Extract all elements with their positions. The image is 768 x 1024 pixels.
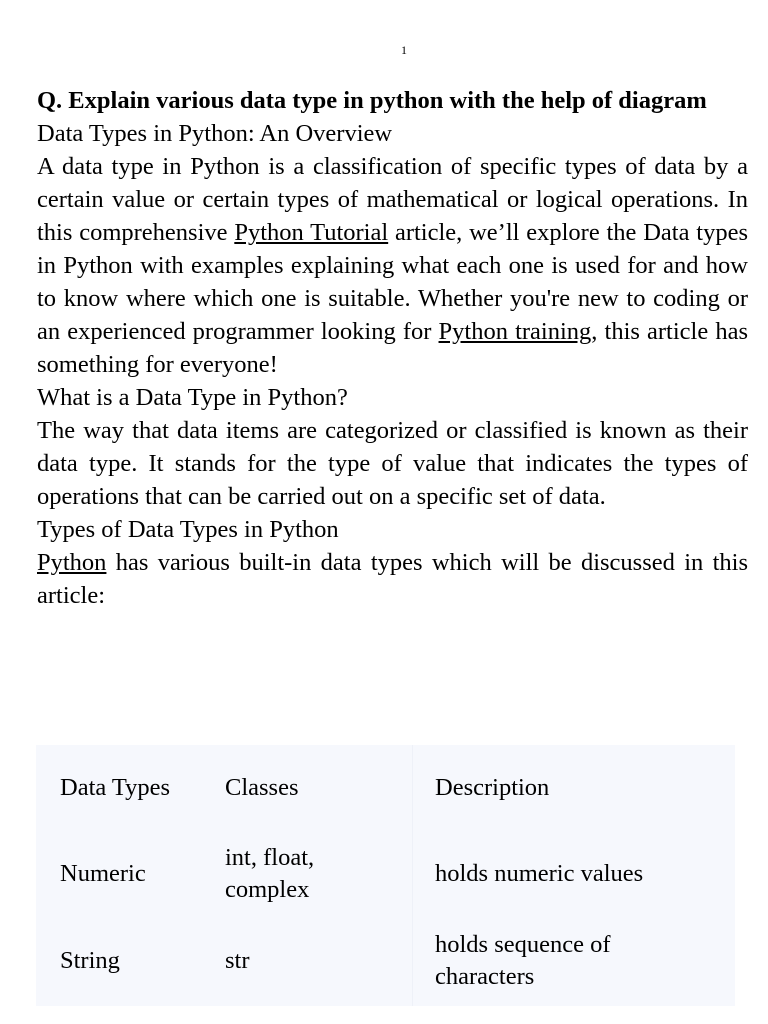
- column-divider: [412, 745, 413, 1006]
- table-cell: [60, 928, 210, 994]
- cell-text: String: [60, 947, 120, 974]
- types-text: has various built-in data types which will be discussed in this article:: [37, 549, 748, 609]
- page-number: 1: [401, 43, 407, 57]
- types-heading: Types of Data Types in Python: [37, 516, 339, 543]
- intro-text-2: article, we’ll explore the Data types in Python with examples explaining what each one is used for and how to know where which one is suitable. Whether you're new to coding or an experienced programmer looking for: [37, 219, 749, 345]
- header-classes: [225, 755, 395, 821]
- table-cell: [225, 841, 395, 907]
- data-types-table: [36, 745, 735, 1006]
- header-data-types-text: Data Types: [60, 774, 171, 801]
- python-link[interactable]: Python: [37, 549, 107, 576]
- cell-text: str: [225, 947, 250, 974]
- header-classes-text: Classes: [225, 774, 299, 801]
- python-training-link[interactable]: Python training: [438, 318, 592, 345]
- header-data-types: [60, 755, 210, 821]
- what-paragraph: The way that data items are categorized or classified is known as their data type. It stands for the type of value that indicates the types of operations that can be carried out on a specific set of data.: [37, 417, 748, 510]
- header-description: [435, 755, 705, 821]
- document-body: [37, 84, 748, 612]
- cell-text: int, float, complex: [225, 844, 315, 903]
- types-paragraph: [37, 546, 748, 612]
- table-cell: [225, 928, 395, 994]
- overview-heading: Data Types in Python: An Overview: [37, 120, 393, 147]
- intro-paragraph: [37, 150, 748, 381]
- intro-text-3: , this article has something for everyone!: [37, 318, 748, 378]
- table-cell: [435, 841, 705, 907]
- table-cell: [60, 841, 210, 907]
- what-heading: What is a Data Type in Python?: [37, 384, 348, 411]
- table-cell: [435, 928, 705, 994]
- header-description-text: Description: [435, 774, 550, 801]
- python-tutorial-link[interactable]: Python Tutorial: [234, 219, 389, 246]
- cell-text: holds numeric values: [435, 860, 644, 887]
- intro-text-1: A data type in Python is a classification of specific types of data by a certain value or certain types of mathematical or logical operations. In this comprehensive: [37, 153, 748, 246]
- question-heading: Q. Explain various data type in python with the help of diagram: [37, 87, 707, 114]
- cell-text: holds sequence of characters: [435, 931, 611, 990]
- cell-text: Numeric: [60, 860, 146, 887]
